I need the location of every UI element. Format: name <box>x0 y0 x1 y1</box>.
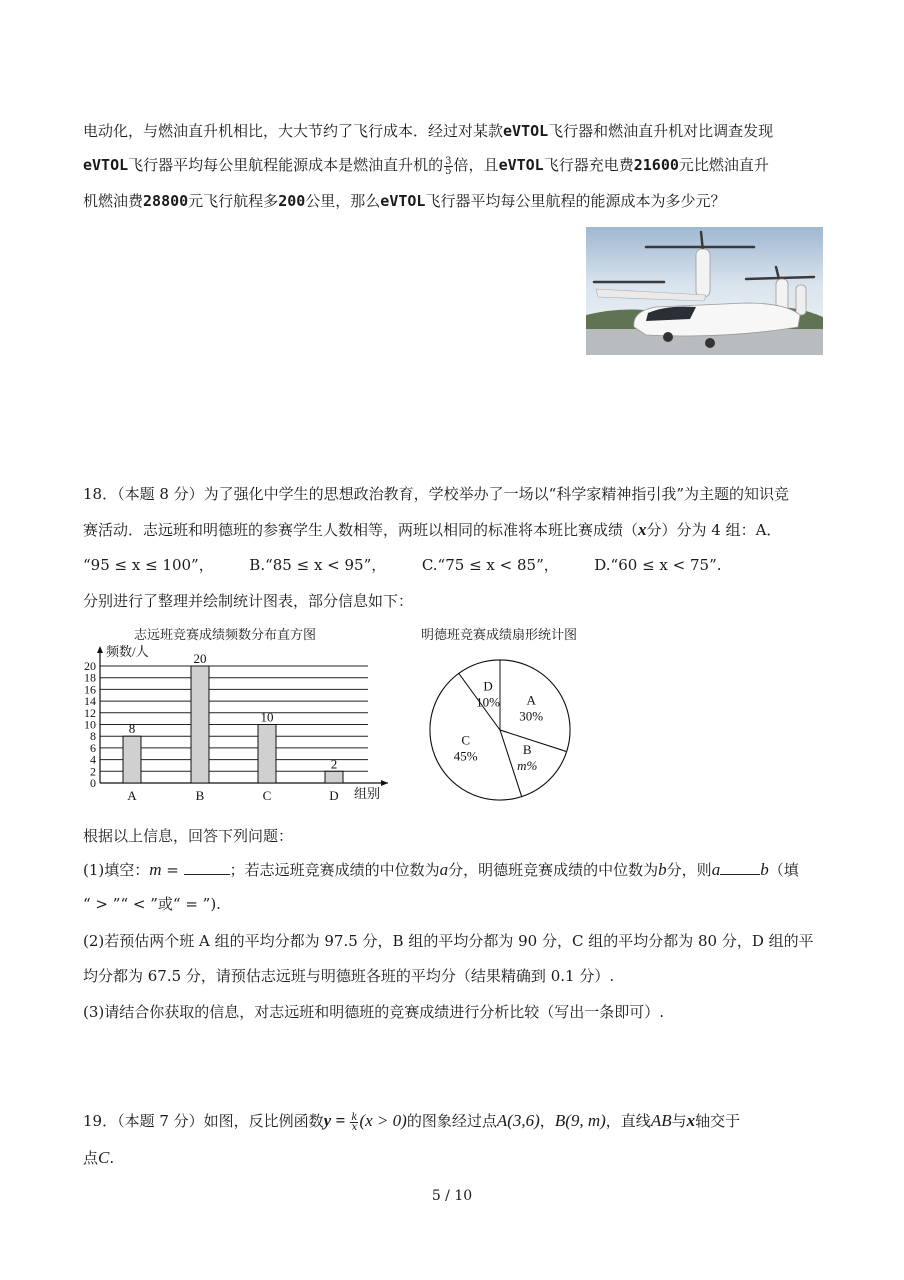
fraction-k-x <box>350 1113 358 1132</box>
y-tick-label: 8 <box>90 729 96 744</box>
text: 分，明德班竞赛成绩的中位数为 <box>448 861 659 879</box>
p18-q2-line2 <box>83 966 614 986</box>
text: 元比燃油直升 <box>678 156 769 174</box>
text: 机燃油费 <box>83 192 144 210</box>
y-tick-label: 18 <box>84 670 96 685</box>
equals: = <box>161 861 184 879</box>
p19-line2 <box>83 1148 114 1168</box>
point-a: A(3,6) <box>496 1111 540 1130</box>
evtol-term: eVTOL <box>498 156 544 174</box>
frac-x: x <box>351 1121 358 1133</box>
evtol-term: eVTOL <box>380 192 426 210</box>
y-tick-label: 14 <box>84 694 96 709</box>
text: 分，则 <box>666 861 712 879</box>
text: 飞行器平均每公里航程的能源成本为多少元？ <box>425 192 726 210</box>
text: 电动化，与燃油直升机相比，大大节约了飞行成本．经过对某款 <box>83 122 504 140</box>
text: 19．（本题 7 分）如图，反比例函数 <box>83 1112 324 1130</box>
x-axis-label: 组别 <box>354 786 381 801</box>
p17-line3 <box>83 191 725 211</box>
text: (2)若预估两个班 A 组的平均分都为 97.5 分，B 组的平均分都为 90 分，C 组的平均分都为 80 分，D 组的平 <box>83 932 814 950</box>
y-tick-label: 4 <box>90 752 96 767</box>
histogram-title: 志远班竞赛成绩频数分布直方图 <box>134 628 317 643</box>
point-c: C <box>98 1148 110 1167</box>
point-b: B(9, m) <box>554 1111 606 1130</box>
text: 分）分为 4 组：A． <box>646 521 782 539</box>
text: (3)请结合你获取的信息，对志远班和明德班的竞赛成绩进行分析比较（写出一条即可）. <box>83 1003 665 1021</box>
pie-slice-value: 45% <box>453 748 478 764</box>
p18-intro-line3 <box>83 591 413 611</box>
p18-after-charts <box>83 826 293 846</box>
y-tick-label: 10 <box>84 717 96 732</box>
pie-chart-title: 明德班竞赛成绩扇形统计图 <box>421 628 578 643</box>
pie-slice-label: D <box>483 678 493 694</box>
answer-blank-m[interactable] <box>184 860 230 875</box>
page-number: 5 / 10 <box>431 1188 473 1204</box>
group-d: D.“60 ≤ x < 75”. <box>594 556 722 574</box>
p19-line1 <box>83 1111 740 1132</box>
var-x: x <box>638 520 647 539</box>
bar-value-label: 2 <box>330 756 338 772</box>
text: 的图象经过点 <box>406 1112 497 1130</box>
text: 元飞行航程多 <box>188 192 279 210</box>
frac-num: 3 <box>445 155 452 167</box>
text: 飞行器平均每公里航程能源成本是燃油直升机的 <box>128 156 444 174</box>
aircraft-illustration <box>586 227 823 355</box>
p18-q2-line1 <box>83 931 814 951</box>
y-axis-label: 频数/人 <box>106 644 149 659</box>
var-x: x <box>686 1111 696 1130</box>
num-28800: 28800 <box>143 192 189 210</box>
evtol-term: eVTOL <box>503 122 549 140</box>
func-y: y = <box>323 1111 350 1130</box>
pie-slice-label: A <box>526 692 536 708</box>
var-b: b <box>658 860 667 879</box>
x-tick-label: D <box>329 788 339 802</box>
text: 根据以上信息，回答下列问题： <box>83 827 294 845</box>
y-axis-arrow-icon <box>97 646 103 653</box>
text: ，直线 <box>605 1112 651 1130</box>
evtol-term: eVTOL <box>83 156 129 174</box>
p18-intro-line2 <box>83 520 781 540</box>
text: 公里，那么 <box>305 192 381 210</box>
y-tick-label: 0 <box>90 776 96 790</box>
y-tick-label: 16 <box>84 682 96 697</box>
pie-slice-label: C <box>461 732 471 748</box>
p18-intro-line1 <box>83 484 789 504</box>
num-21600: 21600 <box>633 156 679 174</box>
group-a: “95 ≤ x ≤ 100”， <box>83 556 214 574</box>
num-200: 200 <box>278 192 306 210</box>
text: ， <box>539 1112 555 1130</box>
histogram-bar-c <box>258 725 276 784</box>
var-a: a <box>711 860 721 879</box>
bar-value-label: 20 <box>193 651 207 666</box>
pie-slice-value: 10% <box>476 694 501 710</box>
frac-k: k <box>351 1111 358 1123</box>
group-c: C.“75 ≤ x < 85”， <box>421 556 559 574</box>
text: ；若志远班竞赛成绩的中位数为 <box>229 861 440 879</box>
bar-value-label: 8 <box>128 721 136 737</box>
answer-blank-compare[interactable] <box>720 860 760 875</box>
p18-q1-line1 <box>83 860 799 880</box>
p18-q3 <box>83 1002 664 1022</box>
p18-q1-line2 <box>83 894 221 914</box>
text: 与 <box>671 1112 687 1130</box>
text: 轴交于 <box>695 1112 741 1130</box>
y-tick-label: 20 <box>84 659 96 673</box>
text: 飞行器和燃油直升机对比调查发现 <box>548 122 774 140</box>
x-tick-label: C <box>262 788 272 802</box>
pie-slice-value: m% <box>517 758 538 774</box>
text: 分别进行了整理并绘制统计图表，部分信息如下： <box>83 592 414 610</box>
text: 18．（本题 8 分）为了强化中学生的思想政治教育，学校举办了一场以“科学家精神指引我”为主题的知识竞 <box>83 485 790 503</box>
x-axis-arrow-icon <box>381 780 388 786</box>
text: 飞行器充电费 <box>543 156 634 174</box>
bar-value-label: 10 <box>260 709 274 725</box>
pie-chart <box>420 644 580 804</box>
var-m: m <box>149 860 162 879</box>
text: 赛活动．志远班和明德班的参赛学生人数相等，两班以相同的标准将本班比赛成绩（ <box>83 521 639 539</box>
group-b: B.“85 ≤ x < 95”， <box>249 556 387 574</box>
x-tick-label: A <box>127 788 137 802</box>
histogram-bar-d <box>325 771 343 783</box>
x-tick-label: B <box>195 788 205 802</box>
pie-slice-label: B <box>522 742 532 758</box>
histogram-bar-a <box>123 736 141 783</box>
text: (1)填空： <box>83 861 150 879</box>
domain-condition: (x > 0) <box>359 1111 407 1130</box>
y-tick-label: 12 <box>84 705 96 720</box>
text: （填 <box>768 861 799 879</box>
var-b: b <box>760 860 769 879</box>
y-tick-label: 6 <box>90 740 96 755</box>
fraction-3-5 <box>444 157 452 176</box>
line-ab: AB <box>650 1111 672 1130</box>
text: . <box>109 1149 115 1167</box>
text: 均分都为 67.5 分，请预估志远班与明德班各班的平均分（结果精确到 0.1 分）. <box>83 967 615 985</box>
var-a: a <box>439 860 449 879</box>
text: 倍，且 <box>453 156 499 174</box>
p17-line1 <box>83 121 773 141</box>
text: 点 <box>83 1149 99 1167</box>
frac-den: 5 <box>445 165 452 177</box>
pie-slice-value: 30% <box>519 708 544 724</box>
histogram-chart <box>80 642 400 802</box>
y-tick-label: 2 <box>90 764 96 779</box>
evtol-aircraft-photo <box>586 227 823 355</box>
p17-line2 <box>83 155 769 176</box>
histogram-bar-b <box>191 666 209 783</box>
p18-groups <box>83 555 722 575</box>
text: “ > ”“ < ”或“ = ”). <box>83 895 221 913</box>
